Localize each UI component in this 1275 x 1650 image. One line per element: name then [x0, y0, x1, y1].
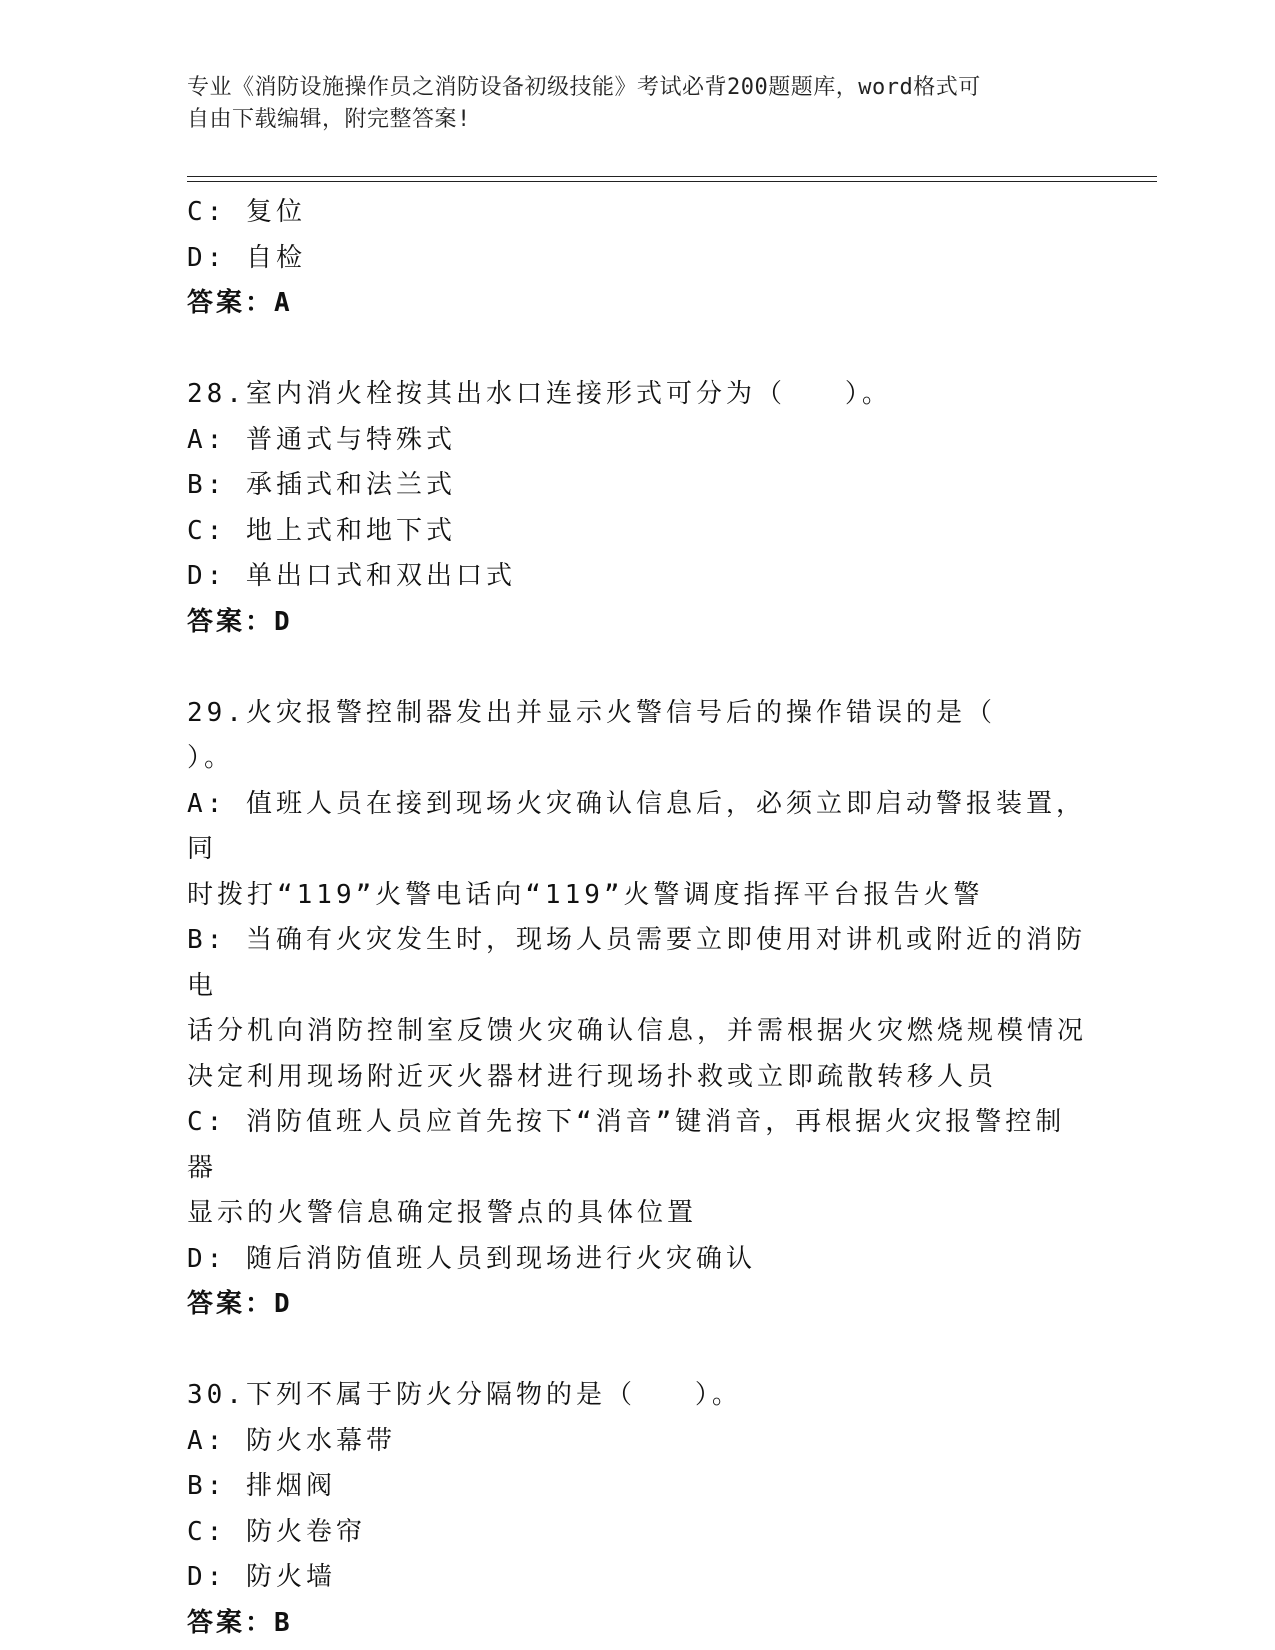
- header-rule-top: [187, 176, 1157, 177]
- option-c: C: 复位: [187, 197, 306, 227]
- question-stem: 28.室内消火栓按其出水口连接形式可分为（ ）。: [187, 379, 892, 409]
- option-b-line-3: 决定利用现场附近灭火器材进行现场扑救或立即疏散转移人员: [187, 1061, 998, 1092]
- answer: 答案：A: [187, 288, 293, 318]
- option-c: C: 防火卷帘: [187, 1516, 366, 1547]
- spacer: [187, 645, 1087, 691]
- option-d: D: 随后消防值班人员到现场进行火灾确认: [187, 1243, 756, 1274]
- spacer: [187, 1328, 1087, 1374]
- option-b-line-1: B: 当确有火灾发生时，现场人员需要立即使用对讲机或附近的消防电: [187, 925, 1086, 1001]
- option-c-line-1: C: 消防值班人员应首先按下“消音”键消音，再根据火灾报警控制器: [187, 1107, 1066, 1183]
- header-line-2: 自由下载编辑，附完整答案!: [187, 107, 471, 132]
- option-b-line-2: 话分机向消防控制室反馈火灾确认信息，并需根据火灾燃烧规模情况: [187, 1016, 1088, 1046]
- option-a: A: 防火水幕带: [187, 1425, 396, 1456]
- question-stem: 30.下列不属于防火分隔物的是（ ）。: [187, 1380, 742, 1410]
- answer: 答案：D: [187, 1289, 293, 1319]
- option-a-line-2: 时拨打“119”火警电话向“119”火警调度指挥平台报告火警: [187, 879, 984, 910]
- option-b: B: 排烟阀: [187, 1471, 336, 1501]
- question-30: [187, 1373, 1087, 1646]
- question-28: [187, 372, 1087, 645]
- option-a: A: 普通式与特殊式: [187, 424, 456, 455]
- option-c: C: 地上式和地下式: [187, 515, 456, 546]
- option-d: D: 自检: [187, 242, 306, 273]
- answer: 答案：D: [187, 606, 293, 637]
- spacer: [187, 327, 1087, 373]
- option-a-line-1: A: 值班人员在接到现场火灾确认信息后，必须立即启动警报装置，同: [187, 788, 1086, 864]
- question-29: [187, 691, 1087, 1328]
- previous-question-tail: [187, 190, 1087, 327]
- option-b: B: 承插式和法兰式: [187, 470, 456, 500]
- option-d: D: 单出口式和双出口式: [187, 561, 516, 591]
- option-d: D: 防火墙: [187, 1562, 336, 1592]
- option-c-line-2: 显示的火警信息确定报警点的具体位置: [187, 1198, 698, 1228]
- question-stem: 29.火灾报警控制器发出并显示火警信号后的操作错误的是（ ）。: [187, 697, 1055, 773]
- document-header: [187, 72, 1077, 136]
- header-line-1: 专业《消防设施操作员之消防设备初级技能》考试必背200题题库，word格式可: [187, 75, 981, 100]
- answer: 答案：B: [187, 1607, 293, 1638]
- header-rule-bottom: [187, 181, 1157, 182]
- question-list: [187, 190, 1087, 1646]
